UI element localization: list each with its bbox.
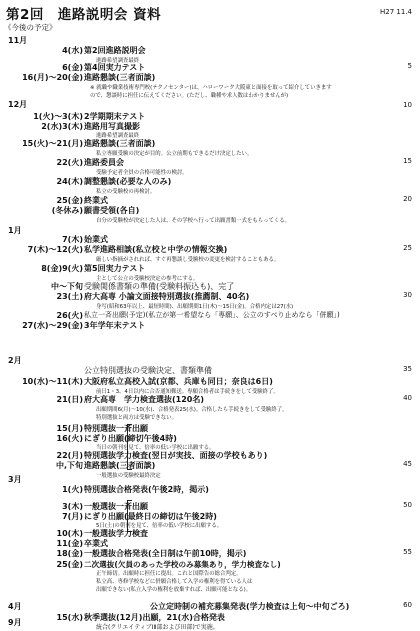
schedule-entry bbox=[0, 121, 420, 132]
schedule-entry bbox=[0, 484, 420, 495]
line-number: 40 bbox=[403, 394, 412, 402]
entry-event: 願書受領(各自) bbox=[84, 206, 140, 215]
entry-event: にぎり出願(締切午後4時) bbox=[84, 434, 177, 443]
entry-note: 正午締切。出願時に担任に提出。これと国際告の総合判定。 bbox=[96, 571, 242, 577]
entry-event: 第5回実力テスト bbox=[84, 264, 146, 273]
entry-note: 私立高、専修学校などに併願合格して入学の権利を得ている人は bbox=[96, 579, 253, 585]
entry-note: 統合(クリエイティブⅠⅡ部および田部)で実施。 bbox=[96, 624, 219, 631]
entry-note: 特別選抜と両方は受験できない。 bbox=[96, 415, 177, 421]
line-number: 55 bbox=[403, 548, 412, 556]
entry-date: 3(木) bbox=[62, 502, 83, 511]
schedule-entry bbox=[0, 376, 420, 387]
entry-note: 公立定時制の補充募集発表(学力検査は上旬～中旬ごろ) bbox=[150, 602, 350, 611]
schedule-entry bbox=[0, 394, 420, 405]
schedule-entry bbox=[0, 320, 420, 331]
entry-event: 特別選抜一斉出願 bbox=[84, 424, 148, 433]
schedule-entry bbox=[0, 157, 420, 168]
line-number: 60 bbox=[403, 601, 412, 609]
entry-note: 前日1・3、4日以内に合否通知郵送。専願合格者は手続きをして受験終了。 bbox=[96, 389, 279, 395]
entry-event: 一般選抜一斉出願 bbox=[84, 502, 148, 511]
entry-note: 当日の朝刊を見て、倍率の低い学校に出願する。 bbox=[96, 445, 215, 451]
schedule-entry bbox=[0, 45, 420, 56]
entry-event: 進路委員会 bbox=[84, 158, 124, 167]
entry-event: 公立特別選抜の受験決定、書類準備 bbox=[84, 366, 212, 375]
entry-event: にぎり出願(最終日の締切は午後2時) bbox=[84, 512, 217, 521]
entry-event: 私学進路相談(私立校と中学の情報交換) bbox=[84, 245, 228, 254]
entry-event: 受験関係書類の準備(受験料振込も)、完了 bbox=[84, 282, 235, 291]
line-number: 25 bbox=[403, 244, 412, 252]
entry-note: 5日(土)の朝刊を見て、倍率の低い学校に出願する。 bbox=[96, 523, 223, 529]
month-heading: 3月 bbox=[8, 475, 22, 484]
line-number: 15 bbox=[403, 157, 412, 165]
schedule-entry bbox=[0, 244, 420, 255]
document-date: H27 11.4 bbox=[380, 8, 412, 16]
schedule-entry bbox=[0, 365, 420, 376]
line-number: 20 bbox=[403, 195, 412, 203]
entry-date: 7(木) bbox=[62, 235, 83, 244]
entry-note: 一般選抜の受験校最終決定 bbox=[96, 473, 161, 479]
entry-event: 進路用写真撮影 bbox=[84, 122, 140, 131]
line-number: 30 bbox=[403, 291, 412, 299]
entry-note: 私立の受験校の再検討。 bbox=[96, 189, 156, 195]
entry-date: 8(金)9(火) bbox=[41, 264, 83, 273]
entry-event: 大阪府私立高校入試(京都、兵庫も同日；奈良は6日) bbox=[84, 377, 273, 386]
month-heading: 2月 bbox=[8, 356, 22, 365]
entry-date: 22(月) bbox=[56, 451, 83, 460]
entry-date: 18(金) bbox=[56, 549, 83, 558]
entry-note: 自分の受験校が決定した人は、その学校へ行って出願書類一式をもらってくる。 bbox=[96, 218, 291, 224]
entry-date: 26(火) bbox=[56, 311, 83, 320]
entry-event: 進路懇談(三者面談) bbox=[84, 461, 156, 470]
month-heading: 11月 bbox=[8, 36, 28, 45]
entry-date: 7(月) bbox=[62, 512, 83, 521]
line-number: 50 bbox=[403, 501, 412, 509]
entry-date: 1(火)～3(木) bbox=[33, 112, 83, 121]
entry-note: 進路希望調査最終 bbox=[96, 58, 140, 64]
schedule-entry bbox=[0, 205, 420, 216]
entry-event: 調整懇談(必要な人のみ) bbox=[84, 177, 172, 186]
entry-date: 11(金) bbox=[56, 539, 83, 548]
entry-event: 私立一斉出願(予定)(私立が第一希望なら「専願」、公立のすべり止めなら「併願」) bbox=[84, 311, 340, 319]
entry-date: 15(水) bbox=[56, 613, 83, 622]
schedule-entry bbox=[0, 72, 420, 83]
entry-date: 25(金) bbox=[56, 560, 83, 569]
line-number: 45 bbox=[403, 460, 412, 468]
entry-event: 一般選抜学力検査 bbox=[84, 529, 148, 538]
entry-event: 終業式 bbox=[84, 196, 108, 205]
schedule-entry bbox=[0, 460, 420, 471]
entry-date: 10(木) bbox=[56, 529, 83, 538]
month-heading: 1月 bbox=[8, 226, 22, 235]
month-heading: 9月 bbox=[8, 618, 22, 627]
entry-note: 進路希望調査最終 bbox=[96, 133, 140, 139]
entry-event: 府大高専 小論文面接特別選抜(推薦制、40名) bbox=[84, 292, 250, 301]
entry-date: 27(水)～29(金) bbox=[22, 321, 83, 330]
entry-event: 二次選抜(欠員のあった学校のみ募集あり，学力検査なし) bbox=[84, 560, 281, 569]
line-number: 10 bbox=[403, 101, 412, 109]
entry-event: 2学期期末テスト bbox=[84, 112, 146, 121]
entry-date: 21(日) bbox=[56, 395, 83, 404]
entry-date: 25(金) bbox=[56, 196, 83, 205]
entry-date: 2(水)3(木) bbox=[41, 122, 83, 131]
entry-date: 24(木) bbox=[56, 177, 83, 186]
entry-note: 厳しい指摘がされれば、すぐ再懇談し受験校の変更を検討することもある。 bbox=[96, 257, 280, 263]
entry-date: 中,下旬 bbox=[55, 461, 83, 470]
month-heading: 12月 bbox=[8, 100, 28, 109]
entry-date: 4(水) bbox=[62, 46, 83, 55]
month-heading: 4月 bbox=[8, 602, 22, 611]
schedule-entry bbox=[0, 263, 420, 274]
entry-date: 6(金) bbox=[62, 63, 83, 72]
entry-event: 一般選抜合格発表(全日制は午前10時，掲示) bbox=[84, 549, 247, 558]
schedule-entry bbox=[0, 138, 420, 149]
entry-event: 特別選抜学力検査(翌日が実技、面接の学校もあり) bbox=[84, 451, 268, 460]
entry-event: 秋季選抜(12月)出願，21(水)合格発表 bbox=[84, 613, 225, 622]
entry-note: 出願できない(私立入学の権利を放棄すれば、出願可能となる)。 bbox=[96, 587, 252, 593]
schedule-entry bbox=[0, 291, 420, 302]
entry-date: 15(月) bbox=[56, 424, 83, 433]
entry-note: 受験予定者全員の合格可能性の検討。 bbox=[96, 170, 188, 176]
schedule-entry bbox=[0, 548, 420, 559]
entry-event: 特別選抜合格発表(午後2時，掲示) bbox=[84, 485, 209, 494]
entry-event: 始業式 bbox=[84, 235, 108, 244]
entry-date: 1(火) bbox=[62, 485, 83, 494]
entry-event: 卒業式 bbox=[84, 539, 108, 548]
entry-event: 3年学年末テスト bbox=[84, 321, 146, 330]
entry-date: 23(土) bbox=[56, 292, 83, 301]
entry-date: (冬休み) bbox=[51, 206, 83, 215]
entry-note: ※ 就職や職業技術専門校(テクノセンター)は、ハローワーク大阪東と面接を取って紹介していきます bbox=[90, 85, 332, 91]
line-number: 5 bbox=[407, 62, 412, 70]
document-title: 第2回 進路説明会 資料 bbox=[6, 7, 162, 23]
entry-date: 16(月)～20(金) bbox=[22, 73, 83, 82]
entry-date: 7(木)～12(火) bbox=[27, 245, 83, 254]
entry-note: 私立専願受験の決定が目的。公立前期もできるだけ決定したい。 bbox=[96, 151, 253, 157]
entry-event: 府大高専 学力検査選抜(120名) bbox=[84, 395, 205, 404]
entry-date: 22(火) bbox=[56, 158, 83, 167]
entry-date: 10(水)～11(木) bbox=[22, 377, 83, 386]
schedule-subtitle: 《今後の予定》 bbox=[4, 23, 57, 32]
line-number: 35 bbox=[403, 365, 412, 373]
entry-date: 15(火)～21(月) bbox=[22, 139, 83, 148]
entry-event: 進路懇談(三者面談) bbox=[84, 139, 156, 148]
entry-event: 第2回進路説明会 bbox=[84, 46, 146, 55]
entry-event: 第4回実力テスト bbox=[84, 63, 146, 72]
entry-event: 進路懇談(三者面談) bbox=[84, 73, 156, 82]
entry-date: 16(火) bbox=[56, 434, 83, 443]
entry-note: ので、懇談時に担任に伝えてください。(ただし、職種や求人数はわかりませんが) bbox=[90, 93, 289, 99]
entry-date: 中～下旬 bbox=[51, 282, 83, 291]
schedule-entry bbox=[0, 176, 420, 187]
entry-note: 主として公立の受験校決定の参考にする。 bbox=[96, 276, 199, 282]
entry-note: 身写(昭和63年以上、最短時間)、出願期間1日(木)～15日(金)。合格内定は27(水) bbox=[96, 304, 294, 310]
entry-note: 出願期間6(月)～10(水)、合格発表25(水)。合格したら手続きをして受験終了。 bbox=[96, 407, 288, 413]
